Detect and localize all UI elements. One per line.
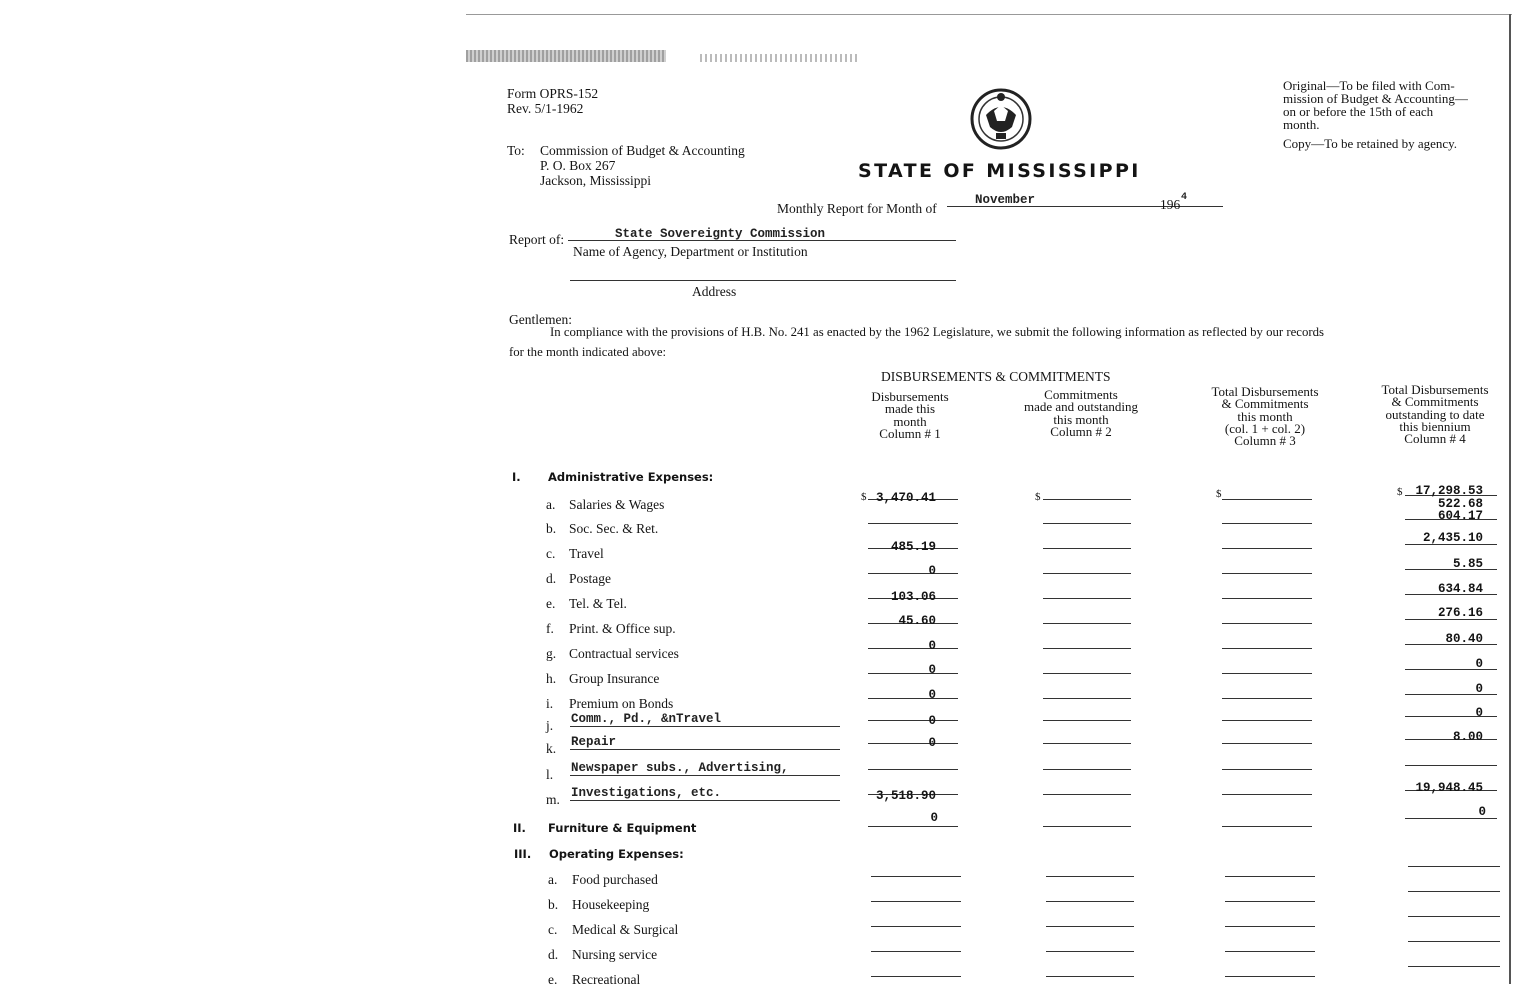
- operating-row-label: Nursing service: [572, 947, 658, 962]
- admin-row-col1-value: 45.60: [898, 614, 936, 628]
- operating-column-1-line: [871, 951, 961, 952]
- column-1-line: [868, 769, 958, 770]
- group-header: DISBURSEMENTS & COMMITMENTS: [881, 369, 1111, 384]
- operating-column-2-line: [1046, 951, 1134, 952]
- dollar-sign-col1: $: [861, 491, 867, 503]
- admin-row-letter: a.: [546, 497, 556, 512]
- admin-row-label: Group Insurance: [569, 671, 660, 686]
- operating-row-label: Housekeeping: [572, 897, 650, 912]
- report-of-label: Report of:: [509, 232, 565, 247]
- admin-row-label: Newspaper subs., Advertising,: [571, 761, 789, 775]
- column-4-line: [1405, 765, 1497, 766]
- column-2-line: [1043, 573, 1131, 574]
- column-2-line: [1043, 623, 1131, 624]
- column-3-line: [1222, 673, 1312, 674]
- admin-row-letter: f.: [546, 621, 554, 636]
- instructions-original-3: on or before the 15th of each: [1283, 104, 1434, 119]
- admin-row-col4-value: 634.84: [1437, 582, 1483, 596]
- admin-row-letter: b.: [546, 521, 557, 536]
- to-label: To:: [507, 143, 525, 158]
- scan-artifact: [466, 50, 666, 62]
- column-3-line: [1222, 648, 1312, 649]
- form-number: Form OPRS-152: [507, 86, 599, 101]
- year-prefix: 196: [1160, 197, 1181, 212]
- admin-row-label: Tel. & Tel.: [569, 596, 627, 611]
- column-2-line: [1043, 523, 1131, 524]
- column-2-line: [1043, 598, 1131, 599]
- admin-row-label-underline: [570, 775, 840, 776]
- page-right-edge: [1509, 14, 1511, 984]
- operating-row-label: Recreational: [572, 972, 641, 987]
- operating-column-3-line: [1225, 876, 1315, 877]
- column-3-line: [1222, 548, 1312, 549]
- dollar-sign-col4: $: [1397, 486, 1403, 498]
- operating-row-letter: d.: [548, 947, 559, 962]
- operating-row-letter: e.: [548, 972, 558, 987]
- admin-row-label: Soc. Sec. & Ret.: [569, 521, 659, 536]
- operating-row-letter: b.: [548, 897, 559, 912]
- column-3-header: Total Disbursements & Commitments this month (col. 1 + col. 2) Column # 3: [1211, 384, 1319, 449]
- admin-row-label: Investigations, etc.: [571, 786, 722, 800]
- admin-row-label-underline: [570, 749, 840, 750]
- operating-row-label: Medical & Surgical: [572, 922, 679, 937]
- address-underline: [570, 280, 956, 281]
- year-suffix: 4: [1181, 192, 1188, 203]
- admin-row-label-underline: [570, 800, 840, 801]
- admin-row-col1-value: 3,518.90: [875, 789, 936, 803]
- admin-row-col4-value: 0: [1475, 682, 1483, 696]
- admin-row-label: Comm., Pd., &nTravel: [571, 712, 722, 726]
- address-caption: Address: [692, 284, 737, 299]
- admin-row-col1-value: 3,470.41: [875, 491, 936, 505]
- section-2-title: Furniture & Equipment: [548, 821, 697, 835]
- admin-row-col1-value: 0: [928, 688, 936, 702]
- operating-column-4-line: [1408, 916, 1500, 917]
- dollar-sign-col2: $: [1035, 491, 1041, 503]
- admin-row-col4-value: 80.40: [1445, 632, 1483, 646]
- column-2-line: [1043, 698, 1131, 699]
- section-2-column-3-line: [1222, 826, 1312, 827]
- column-3-line: [1222, 698, 1312, 699]
- column-3-line: [1222, 794, 1312, 795]
- admin-row-letter: e.: [546, 596, 556, 611]
- admin-row-label-underline: [570, 726, 840, 727]
- column-2-line: [1043, 743, 1131, 744]
- admin-row-col1-value: 0: [928, 564, 936, 578]
- column-2-line: [1043, 548, 1131, 549]
- admin-row-letter: g.: [546, 646, 557, 661]
- operating-column-4-line: [1408, 866, 1500, 867]
- column-2-line: [1043, 499, 1131, 500]
- letter-body-1: In compliance with the provisions of H.B. No. 241 as enacted by the 1962 Legislature, we submit the following information as reflected by our records: [550, 325, 1325, 339]
- operating-column-2-line: [1046, 901, 1134, 902]
- admin-row-label: Print. & Office sup.: [569, 621, 676, 636]
- section-2-col4-value: 0: [1478, 805, 1486, 819]
- admin-row-label: Repair: [571, 735, 617, 749]
- column-3-line: [1222, 499, 1312, 500]
- operating-row-label: Food purchased: [572, 872, 658, 887]
- instructions-original-4: month.: [1283, 117, 1320, 132]
- salutation: Gentlemen:: [509, 312, 572, 327]
- to-line-1: Commission of Budget & Accounting: [540, 143, 745, 158]
- column-2-header: Commitments made and outstanding this month Column # 2: [1023, 387, 1139, 439]
- admin-row-label: Travel: [569, 546, 604, 561]
- admin-row-col4-value: 19,948.45: [1415, 781, 1483, 795]
- admin-row-letter: c.: [546, 546, 556, 561]
- letter-body-2: for the month indicated above:: [509, 345, 667, 359]
- operating-column-1-line: [871, 876, 961, 877]
- column-2-line: [1043, 720, 1131, 721]
- month-value: November: [975, 193, 1036, 207]
- operating-column-2-line: [1046, 876, 1134, 877]
- operating-column-2-line: [1046, 976, 1134, 977]
- section-3-number: III.: [514, 847, 532, 861]
- instructions-original-2: mission of Budget & Accounting—: [1283, 91, 1468, 106]
- operating-column-3-line: [1225, 976, 1315, 977]
- column-2-line: [1043, 769, 1131, 770]
- section-1-title: Administrative Expenses:: [548, 470, 714, 484]
- admin-row-col1-value: 103.06: [890, 590, 936, 604]
- admin-row-col4-value: 0: [1475, 657, 1483, 671]
- admin-row-letter: i.: [546, 696, 554, 711]
- admin-row-label: Premium on Bonds: [569, 696, 674, 711]
- admin-row-col4-value: 2,435.10: [1422, 531, 1483, 545]
- admin-row-col1-value: 0: [928, 639, 936, 653]
- section-1-number: I.: [512, 470, 521, 484]
- operating-column-3-line: [1225, 951, 1315, 952]
- column-2-line: [1043, 794, 1131, 795]
- section-2-number: II.: [513, 821, 526, 835]
- page-title: STATE OF MISSISSIPPI: [858, 160, 1141, 182]
- column-3-line: [1222, 523, 1312, 524]
- admin-row-letter: l.: [546, 767, 554, 782]
- instructions-original-1: Original—To be filed with Com-: [1283, 78, 1455, 93]
- column-3-line: [1222, 743, 1312, 744]
- admin-row-letter: d.: [546, 571, 557, 586]
- admin-row-letter: j.: [546, 718, 554, 733]
- agency-caption: Name of Agency, Department or Institution: [573, 244, 808, 259]
- admin-row-col4-value: 17,298.53: [1415, 484, 1483, 498]
- section-2-column-1-line: [868, 826, 958, 827]
- admin-row-col1-value: 485.19: [890, 540, 936, 554]
- admin-row-col1-value: 0: [928, 714, 936, 728]
- operating-column-1-line: [871, 976, 961, 977]
- scan-edge-line: [466, 14, 1512, 15]
- state-seal-icon: [968, 85, 1034, 151]
- to-line-2: P. O. Box 267: [540, 158, 616, 173]
- instructions-copy: Copy—To be retained by agency.: [1283, 136, 1458, 151]
- admin-row-col4-value: 276.16: [1437, 606, 1483, 620]
- admin-row-label: Salaries & Wages: [569, 497, 665, 512]
- section-2-column-2-line: [1043, 826, 1131, 827]
- admin-row-col4-value: 522.68: [1437, 497, 1483, 511]
- column-3-line: [1222, 598, 1312, 599]
- operating-column-4-line: [1408, 941, 1500, 942]
- admin-row-col1-value: 0: [928, 736, 936, 750]
- to-line-3: Jackson, Mississippi: [540, 173, 652, 188]
- column-3-line: [1222, 769, 1312, 770]
- section-3-title: Operating Expenses:: [549, 847, 684, 861]
- admin-row-letter: k.: [546, 741, 557, 756]
- admin-row-letter: m.: [546, 792, 560, 807]
- column-1-line: [868, 523, 958, 524]
- admin-row-letter: h.: [546, 671, 557, 686]
- admin-row-col4-value: 8.00: [1452, 730, 1483, 744]
- operating-column-4-line: [1408, 891, 1500, 892]
- dollar-sign-col3: $: [1216, 488, 1222, 500]
- column-3-line: [1222, 720, 1312, 721]
- scan-artifact: [700, 54, 860, 62]
- column-3-line: [1222, 573, 1312, 574]
- column-1-header: Disbursements made this month Column # 1: [871, 389, 949, 441]
- admin-row-label: Contractual services: [569, 646, 679, 661]
- column-3-line: [1222, 623, 1312, 624]
- operating-column-2-line: [1046, 926, 1134, 927]
- monthly-label: Monthly Report for Month of: [777, 201, 937, 216]
- operating-column-3-line: [1225, 901, 1315, 902]
- column-2-line: [1043, 648, 1131, 649]
- agency-name: State Sovereignty Commission: [615, 227, 826, 241]
- admin-row-col4-value: 0: [1475, 706, 1483, 720]
- operating-column-1-line: [871, 926, 961, 927]
- admin-row-col4-value: 5.85: [1452, 557, 1483, 571]
- admin-row-label: Postage: [569, 571, 611, 586]
- column-4-header: Total Disbursements & Commitments outstanding to date this biennium Column # 4: [1381, 382, 1489, 447]
- operating-row-letter: c.: [548, 922, 558, 937]
- operating-column-1-line: [871, 901, 961, 902]
- column-2-line: [1043, 673, 1131, 674]
- admin-row-col4-value: 604.17: [1437, 509, 1483, 523]
- operating-column-3-line: [1225, 926, 1315, 927]
- admin-row-col1-value: 0: [928, 663, 936, 677]
- form-revision: Rev. 5/1-1962: [507, 101, 584, 116]
- section-2-col1-value: 0: [930, 811, 938, 825]
- operating-column-4-line: [1408, 966, 1500, 967]
- operating-row-letter: a.: [548, 872, 558, 887]
